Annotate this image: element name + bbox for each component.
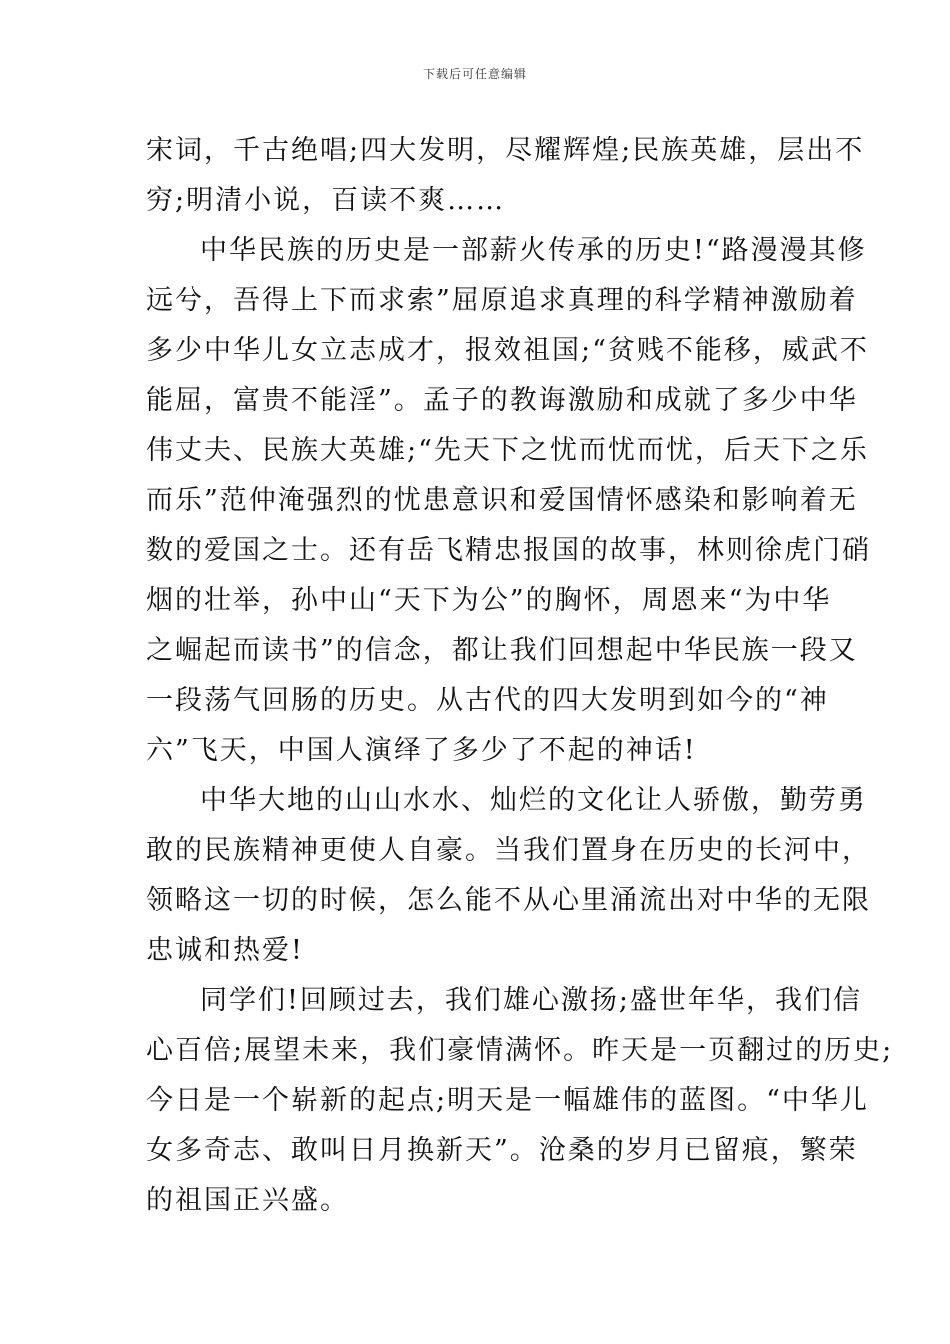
text-line: 中华民族的历史是一部薪火传承的历史!“路漫漫其修 [200,235,867,266]
text-line: 今日是一个崭新的起点;明天是一幅雄伟的蓝图。“中华儿 [146,1085,869,1116]
paragraph-2 [146,226,871,776]
page-header: 下载后可任意编辑 [422,67,527,81]
text-line: 数的爱国之士。还有岳飞精忠报国的故事，林则徐虎门硝 [146,535,871,566]
text-line: 烟的壮举，孙中山“天下为公”的胸怀，周恩来“为中华 [146,585,832,616]
text-line: 领略这一切的时候，怎么能不从心里涌流出对中华的无限 [146,885,871,916]
text-line: 能屈，富贵不能淫”。孟子的教诲激励和成就了多少中华 [146,385,858,416]
text-line: 穷;明清小说，百读不爽…… [146,185,506,216]
text-line: 同学们!回顾过去，我们雄心激扬;盛世年华，我们信 [200,985,862,1016]
text-line: 多少中华儿女立志成才，报效祖国;“贫贱不能移，威武不 [146,335,869,366]
text-line: 女多奇志、敢叫日月换新天”。沧桑的岁月已留痕，繁荣 [146,1135,858,1166]
text-line: 远兮，吾得上下而求索”屈原追求真理的科学精神激励着 [146,285,858,316]
text-line: 一段荡气回肠的历史。从古代的四大发明到如今的“神 [146,685,829,716]
text-line: 而乐”范仲淹强烈的忧患意识和爱国情怀感染和影响着无 [146,485,858,516]
text-line: 伟丈夫、民族大英雄;“先天下之忧而忧而忧，后天下之乐 [146,435,869,466]
paragraph-4 [146,976,894,1226]
text-line: 中华大地的山山水水、灿烂的文化让人骄傲，勤劳勇 [200,785,867,816]
paragraph-1 [146,126,865,226]
text-line: 敢的民族精神更使人自豪。当我们置身在历史的长河中， [146,835,871,866]
paragraph-3 [146,776,871,976]
text-line: 宋词，千古绝唱;四大发明，尽耀辉煌;民族英雄，层出不 [146,135,865,166]
text-line: 心百倍;展望未来，我们豪情满怀。昨天是一页翻过的历史; [146,1035,894,1066]
document-body [146,126,894,1226]
text-line: 六”飞天，中国人演绎了多少了不起的神话! [146,735,697,766]
text-line: 忠诚和热爱! [146,935,304,966]
text-line: 之崛起而读书”的信念，都让我们回想起中华民族一段又 [146,635,858,666]
text-line: 的祖国正兴盛。 [146,1185,349,1216]
